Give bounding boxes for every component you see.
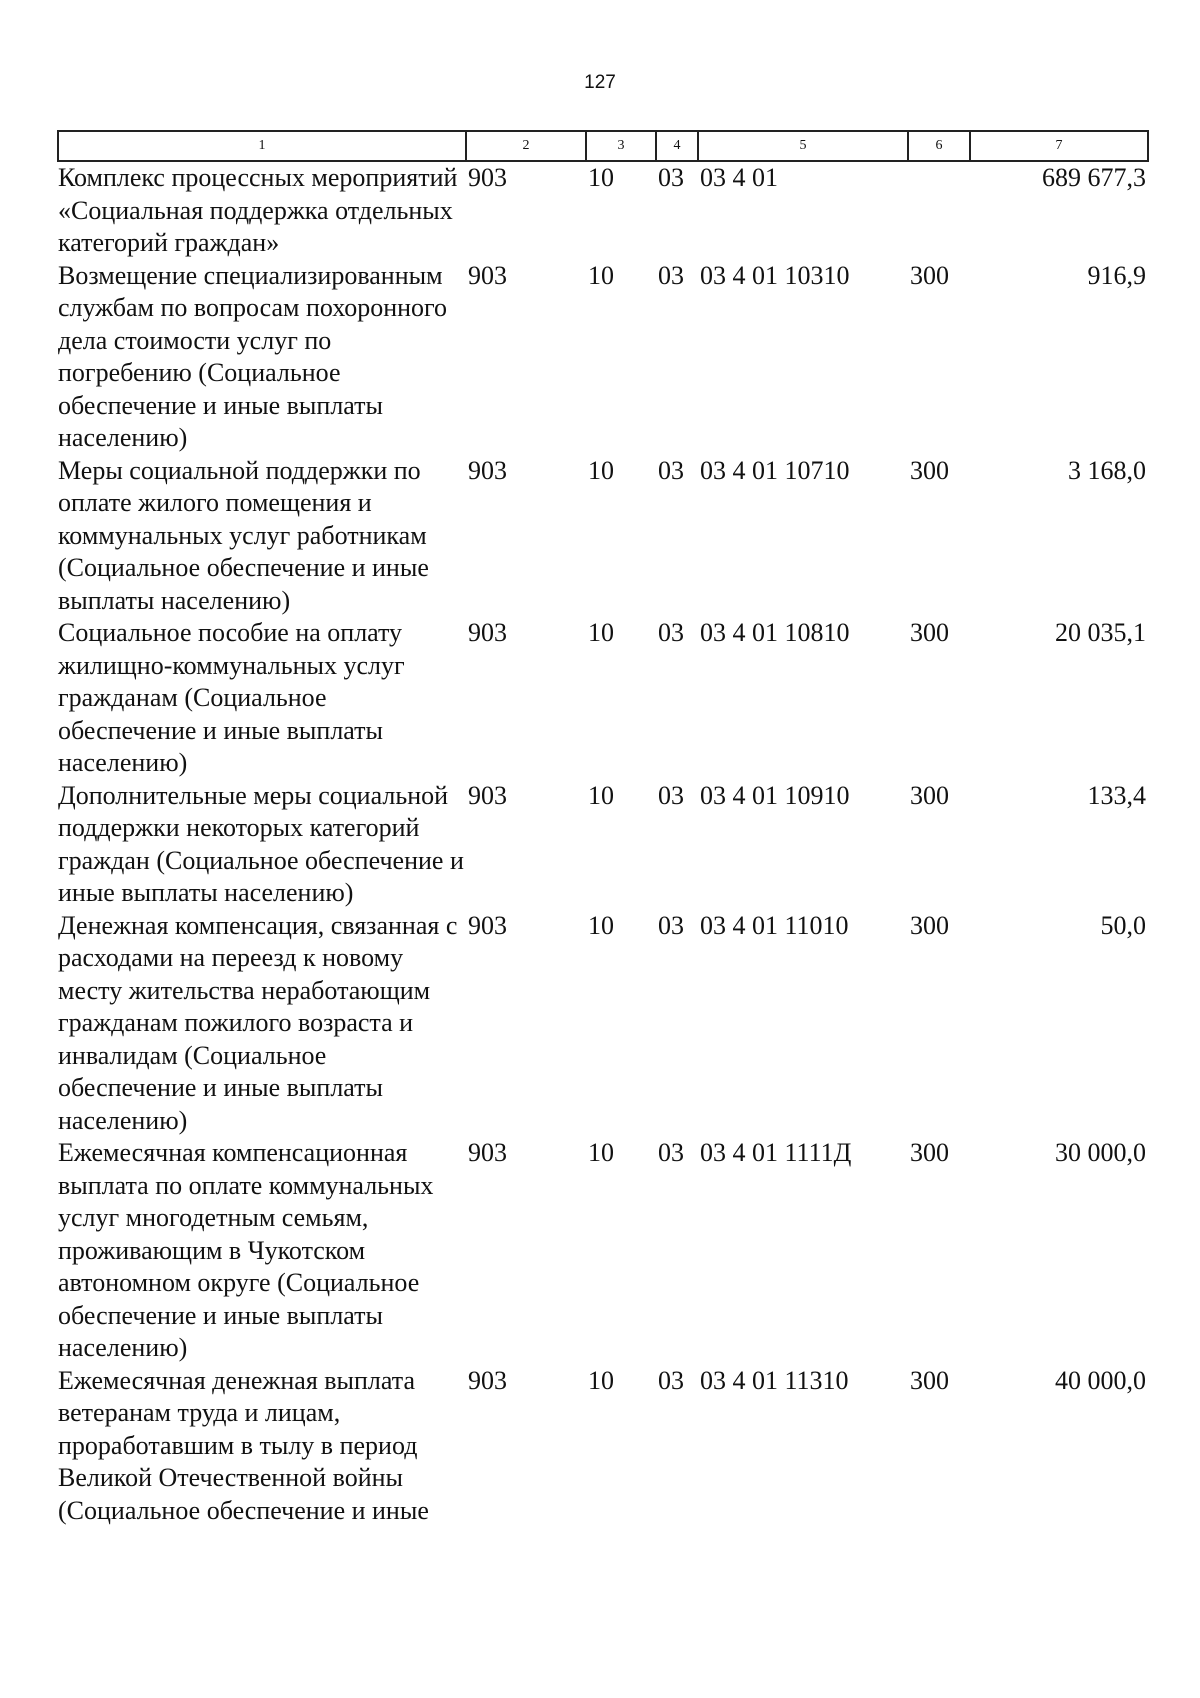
column-header-3: 3 bbox=[586, 131, 656, 161]
expense-type-code: 300 bbox=[910, 260, 949, 290]
budget-table bbox=[57, 130, 1149, 1527]
column-header-5: 5 bbox=[698, 131, 908, 161]
subsection-code: 03 bbox=[658, 455, 684, 485]
ministry-code: 903 bbox=[468, 1138, 507, 1167]
subsection-code: 03 bbox=[658, 260, 684, 290]
table-row bbox=[58, 260, 1148, 455]
expense-name: Меры социальной поддержки по оплате жилого помещения и коммунальных услуг работникам (Социальное обеспечение и иные выплаты населению) bbox=[58, 455, 429, 615]
expense-type-code: 300 bbox=[910, 910, 949, 940]
section-code: 10 bbox=[588, 1365, 614, 1395]
target-article-code: 03 4 01 bbox=[700, 163, 778, 192]
expense-name: Ежемесячная денежная выплата ветеранам труда и лицам, проработавшим в тылу в период Великой Отечественной войны (Социальное обеспечение и иные bbox=[58, 1365, 429, 1525]
expense-type-code: 300 bbox=[910, 618, 949, 647]
ministry-code: 903 bbox=[468, 163, 507, 192]
target-article-code: 03 4 01 10310 bbox=[700, 260, 850, 290]
expense-name: Социальное пособие на оплату жилищно-коммунальных услуг гражданам (Социальное обеспечение и иные выплаты населению) bbox=[58, 618, 405, 777]
subsection-code: 03 bbox=[658, 1138, 684, 1167]
section-code: 10 bbox=[588, 260, 614, 290]
table-row bbox=[58, 1137, 1148, 1365]
target-article-code: 03 4 01 10810 bbox=[700, 618, 850, 647]
table-row bbox=[58, 1365, 1148, 1528]
expense-name: Дополнительные меры социальной поддержки некоторых категорий граждан (Социальное обеспечение и иные выплаты населению) bbox=[58, 780, 464, 907]
subsection-code: 03 bbox=[658, 780, 684, 810]
subsection-code: 03 bbox=[658, 163, 684, 192]
target-article-code: 03 4 01 11010 bbox=[700, 910, 849, 940]
ministry-code: 903 bbox=[468, 910, 507, 940]
amount: 20 035,1 bbox=[1055, 618, 1146, 647]
section-code: 10 bbox=[588, 910, 614, 940]
expense-type-code: 300 bbox=[910, 1138, 949, 1167]
amount: 689 677,3 bbox=[1042, 163, 1146, 192]
column-header-2: 2 bbox=[466, 131, 586, 161]
target-article-code: 03 4 01 10710 bbox=[700, 455, 850, 485]
table-row bbox=[58, 455, 1148, 618]
table-row bbox=[58, 780, 1148, 910]
header-row bbox=[58, 131, 1148, 161]
target-article-code: 03 4 01 1111Д bbox=[700, 1138, 852, 1167]
expense-type-code bbox=[908, 161, 970, 260]
column-header-6: 6 bbox=[908, 131, 970, 161]
expense-name: Комплекс процессных мероприятий «Социальная поддержка отдельных категорий граждан» bbox=[58, 163, 458, 257]
column-header-1: 1 bbox=[58, 131, 466, 161]
expense-type-code: 300 bbox=[910, 780, 949, 810]
ministry-code: 903 bbox=[468, 260, 507, 290]
subsection-code: 03 bbox=[658, 910, 684, 940]
expense-name: Ежемесячная компенсационная выплата по оплате коммунальных услуг многодетным семьям, проживающим в Чукотском автономном округе (Социальное обеспечение и иные выплаты населению) bbox=[58, 1138, 434, 1362]
target-article-code: 03 4 01 10910 bbox=[700, 780, 850, 810]
table-row bbox=[58, 161, 1148, 260]
ministry-code: 903 bbox=[468, 780, 507, 810]
section-code: 10 bbox=[588, 455, 614, 485]
page-number: 127 bbox=[584, 72, 616, 93]
amount: 50,0 bbox=[1100, 910, 1146, 940]
expense-type-code: 300 bbox=[910, 1365, 949, 1395]
target-article-code: 03 4 01 11310 bbox=[700, 1365, 849, 1395]
expense-name: Возмещение специализированным службам по вопросам похоронного дела стоимости услуг по погребению (Социальное обеспечение и иные выплаты населению) bbox=[58, 260, 448, 452]
expense-name: Денежная компенсация, связанная с расходами на переезд к новому месту жительства неработающим гражданам пожилого возраста и инвалидам (Социальное обеспечение и иные выплаты населению) bbox=[58, 910, 458, 1135]
amount: 3 168,0 bbox=[1068, 455, 1146, 485]
column-header-7: 7 bbox=[970, 131, 1148, 161]
section-code: 10 bbox=[588, 780, 614, 810]
table-row bbox=[58, 617, 1148, 780]
amount: 916,9 bbox=[1087, 260, 1146, 290]
section-code: 10 bbox=[588, 618, 614, 647]
ministry-code: 903 bbox=[468, 455, 507, 485]
ministry-code: 903 bbox=[468, 618, 507, 647]
table-row bbox=[58, 910, 1148, 1138]
ministry-code: 903 bbox=[468, 1365, 507, 1395]
amount: 30 000,0 bbox=[1055, 1138, 1146, 1167]
column-header-4: 4 bbox=[656, 131, 698, 161]
subsection-code: 03 bbox=[658, 618, 684, 647]
subsection-code: 03 bbox=[658, 1365, 684, 1395]
amount: 133,4 bbox=[1087, 780, 1146, 810]
section-code: 10 bbox=[588, 163, 614, 192]
expense-type-code: 300 bbox=[910, 455, 949, 485]
amount: 40 000,0 bbox=[1055, 1365, 1146, 1395]
section-code: 10 bbox=[588, 1138, 614, 1167]
